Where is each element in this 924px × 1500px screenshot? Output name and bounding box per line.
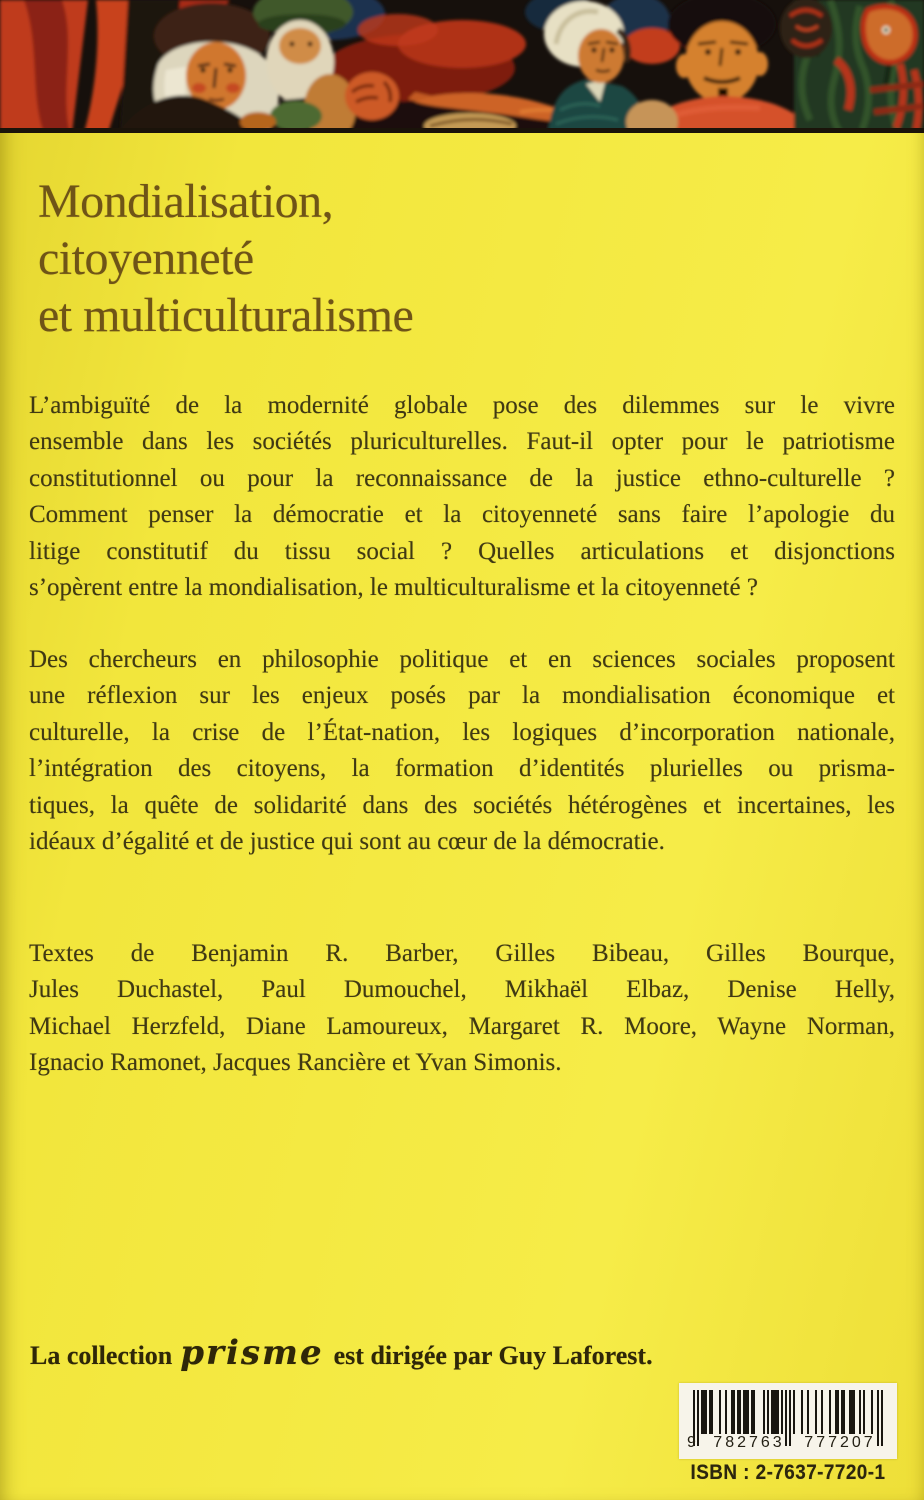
- body-line: litige constitutif du tissu social ? Quelles articulations et disjonctions: [29, 537, 895, 565]
- synopsis-paragraph-2: [29, 642, 895, 860]
- body-line: Jules Duchastel, Paul Dumouchel, Mikhaël Elbaz, Denise Helly,: [29, 976, 895, 1004]
- title-line-2: citoyenneté: [38, 232, 254, 285]
- body-line: ensemble dans les sociétés pluriculturelles. Faut-il opter pour le patriotisme: [29, 428, 895, 456]
- body-line: Ignacio Ramonet, Jacques Rancière et Yvan Simonis.: [29, 1049, 562, 1077]
- collection-prefix: La collection: [30, 1341, 173, 1370]
- body-line: une réflexion sur les enjeux posés par la mondialisation économique et: [29, 682, 895, 710]
- body-line: Comment penser la démocratie et la citoyenneté sans faire l’apologie du: [29, 501, 895, 529]
- ean-right-group: 777207: [804, 1434, 876, 1451]
- contributors-paragraph: [29, 936, 895, 1082]
- collection-credit-line: [30, 1332, 653, 1377]
- isbn-text: ISBN : 2-7637-7720-1: [690, 1461, 886, 1484]
- body-line: constitutionnel ou pour la reconnaissance de la justice ethno-culturelle ?: [29, 464, 895, 492]
- book-title: [38, 173, 413, 344]
- body-line: s’opèrent entre la mondialisation, le multiculturalisme et la citoyenneté ?: [29, 574, 758, 602]
- body-line: Michael Herzfeld, Diane Lamoureux, Margaret R. Moore, Wayne Norman,: [29, 1012, 895, 1040]
- barcode-digits: [688, 1434, 888, 1456]
- title-line-3: et multiculturalisme: [38, 289, 414, 342]
- body-line: culturelle, la crise de l’État-nation, les logiques d’incorporation nationale,: [29, 718, 895, 746]
- cover-painting-art: [0, 0, 924, 133]
- collection-name: prisme: [180, 1333, 324, 1373]
- ean-first-digit: 9: [687, 1434, 696, 1451]
- title-line-1: Mondialisation,: [38, 175, 334, 228]
- body-line: tiques, la quête de solidarité dans des sociétés hétérogènes et incertaines, les: [29, 791, 895, 819]
- body-line: Des chercheurs en philosophie politique et en sciences sociales proposent: [29, 646, 895, 673]
- ean-left-group: 782763: [713, 1434, 785, 1451]
- body-line: L’ambiguïté de la modernité globale pose des dilemmes sur le vivre: [29, 392, 895, 419]
- body-line: l’intégration des citoyens, la formation d’identités plurielles ou prisma-: [29, 755, 895, 783]
- body-line: Textes de Benjamin R. Barber, Gilles Bibeau, Gilles Bourque,: [29, 940, 895, 967]
- barcode: [679, 1383, 897, 1459]
- collection-suffix: est dirigée par Guy Laforest.: [333, 1341, 653, 1370]
- synopsis-paragraph-1: [29, 388, 895, 606]
- cover-painting: [0, 0, 924, 133]
- body-line: idéaux d’égalité et de justice qui sont au cœur de la démocratie.: [29, 828, 665, 856]
